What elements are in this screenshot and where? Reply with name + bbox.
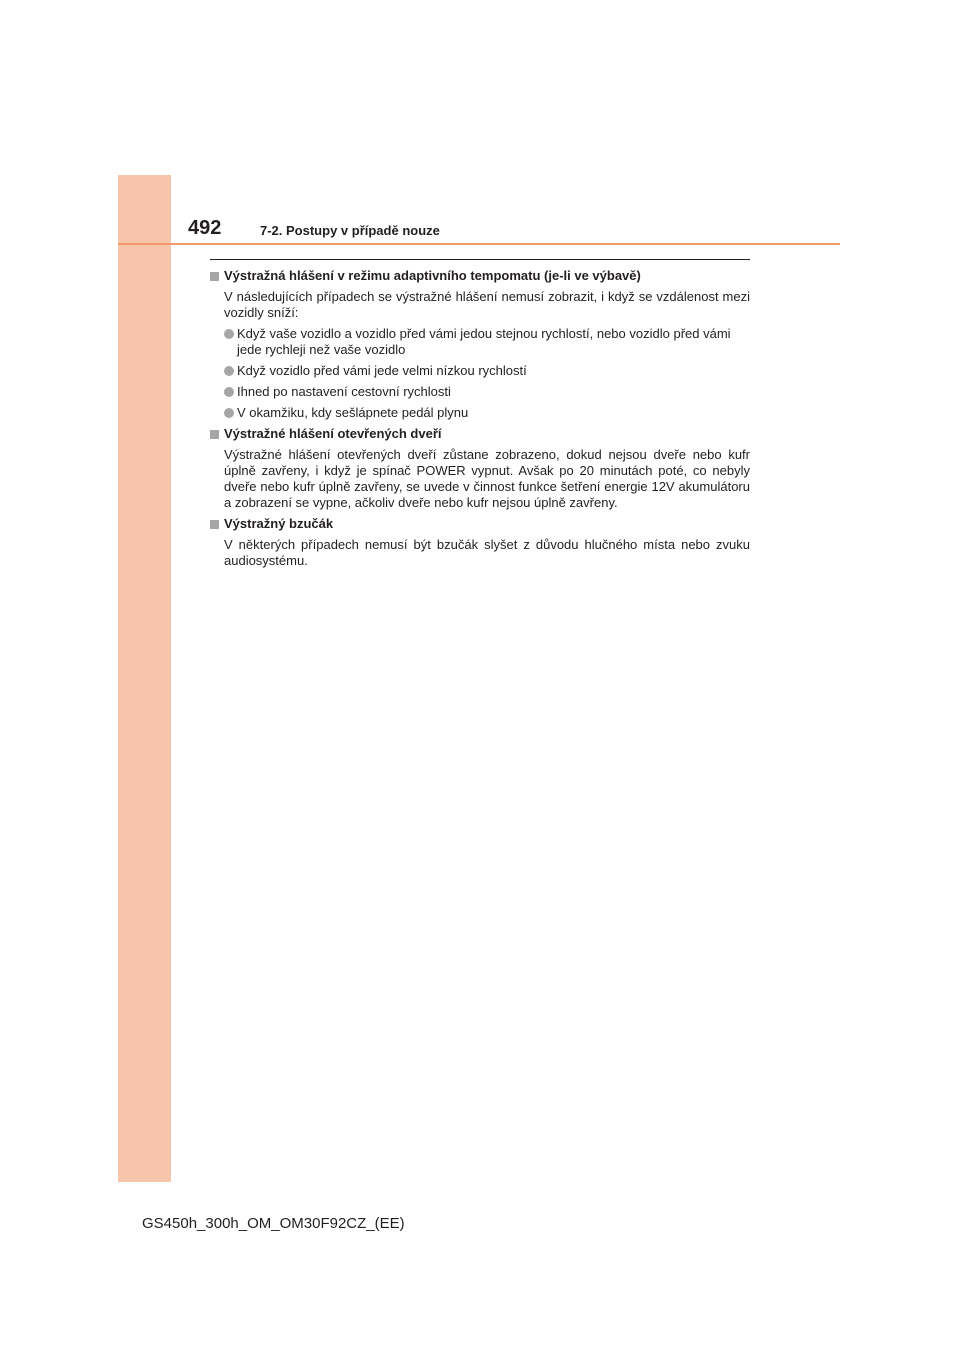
circle-bullet-icon xyxy=(224,366,234,376)
side-color-band xyxy=(118,175,171,1182)
section-title: 7-2. Postupy v případě nouze xyxy=(260,223,440,238)
page-number: 492 xyxy=(188,217,222,239)
list-item-text: V okamžiku, kdy sešlápnete pedál plynu xyxy=(237,405,469,420)
list-item xyxy=(210,326,750,358)
header-rule xyxy=(118,243,840,245)
circle-bullet-icon xyxy=(224,329,234,339)
list-item xyxy=(210,363,750,379)
paragraph: V některých případech nemusí být bzučák slyšet z důvodu hlučného místa nebo zvuku audiosystému. xyxy=(224,537,750,568)
square-bullet-icon xyxy=(210,272,219,281)
square-bullet-icon xyxy=(210,430,219,439)
content-top-rule xyxy=(210,259,750,260)
list-item-text: Když vaše vozidlo a vozidlo před vámi jedou stejnou rychlostí, nebo vozidlo před vámi jede rychleji než vaše vozidlo xyxy=(237,326,731,357)
section-heading-buzzer xyxy=(210,516,750,532)
footer-doc-code: GS450h_300h_OM_OM30F92CZ_(EE) xyxy=(142,1215,405,1232)
heading-text: Výstražné hlášení otevřených dveří xyxy=(224,426,442,441)
list-item-text: Když vozidlo před vámi jede velmi nízkou rychlostí xyxy=(237,363,527,378)
paragraph: Výstražné hlášení otevřených dveří zůstane zobrazeno, dokud nejsou dveře nebo kufr úplně zavřeny, i když je spínač POWER vypnut. Avšak po 20 minutách poté, co nebyly dveře nebo kufr úplně zavřeny, se uvede v činnost funkce šetření energie 12V akumulátoru a zobrazení se vypne, ačkoliv dveře nebo kufr nejsou úplně zavřeny. xyxy=(224,447,750,510)
square-bullet-icon xyxy=(210,520,219,529)
heading-text: Výstražný bzučák xyxy=(224,516,334,531)
list-item xyxy=(210,405,750,421)
circle-bullet-icon xyxy=(224,408,234,418)
paragraph: V následujících případech se výstražné hlášení nemusí zobrazit, i když se vzdálenost mezi vozidly sníží: xyxy=(224,289,750,320)
heading-text: Výstražná hlášení v režimu adaptivního tempomatu (je-li ve výbavě) xyxy=(224,268,641,283)
section-heading-door-warning xyxy=(210,426,750,442)
main-content xyxy=(210,268,750,574)
circle-bullet-icon xyxy=(224,387,234,397)
page-header xyxy=(118,175,840,245)
list-item-text: Ihned po nastavení cestovní rychlosti xyxy=(237,384,451,399)
section-heading-acc-warnings xyxy=(210,268,750,284)
list-item xyxy=(210,384,750,400)
